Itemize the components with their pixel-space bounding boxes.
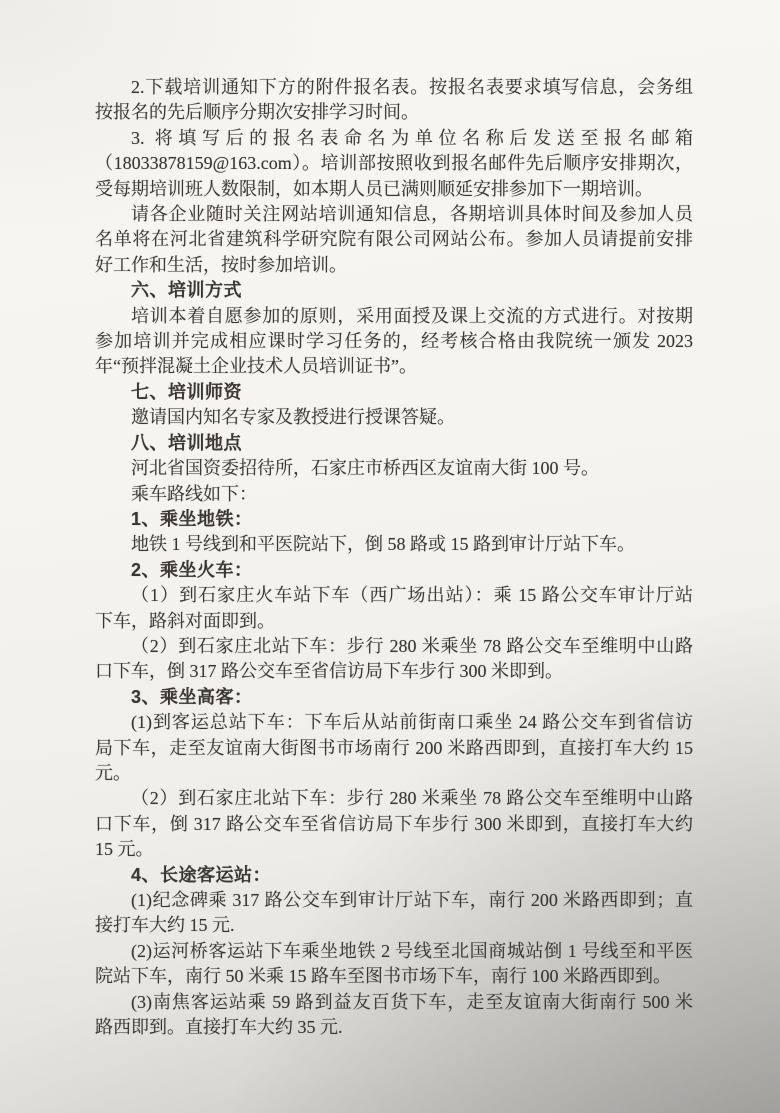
- doc-heading: [95, 507, 693, 532]
- doc-paragraph: [95, 888, 693, 939]
- doc-line: 院站下车，南行 50 米乘 15 路车至图书市场下车，南行 100 米路西即到。: [95, 966, 671, 987]
- doc-paragraph: [95, 456, 693, 481]
- doc-line: 地铁 1 号线到和平医院站下，倒 58 路或 15 路到审计厅站下车。: [131, 534, 635, 555]
- doc-heading: [95, 431, 693, 456]
- doc-line: 七、培训师资: [131, 381, 242, 402]
- doc-line: 1、乘坐地铁：: [131, 508, 253, 529]
- doc-line: (3)南焦客运站乘 59 路到益友百货下车，走至友谊南大街南行 500 米: [131, 991, 693, 1012]
- doc-line: 3、乘坐高客：: [131, 686, 253, 707]
- doc-heading: [95, 278, 693, 303]
- doc-line: 口下车，倒 317 路公交车至省信访局下车步行 300 米即到。: [95, 661, 563, 682]
- doc-line: 口下车，倒 317 路公交车至省信访局下车步行 300 米即到，直接打车大约: [95, 813, 693, 834]
- doc-heading: [95, 863, 693, 888]
- doc-line: 接打车大约 15 元.: [95, 915, 235, 936]
- doc-line: (1)纪念碑乘 317 路公交车到审计厅站下车，南行 200 米路西即到；直: [131, 890, 693, 910]
- doc-paragraph: [95, 532, 693, 557]
- doc-line: 好工作和生活，按时参加培训。: [95, 254, 347, 275]
- doc-paragraph: [95, 583, 693, 634]
- doc-line: 八、培训地点: [131, 432, 242, 453]
- doc-line: （18033878159@163.com）。培训部按照收到报名邮件先后顺序安排期次，: [95, 153, 693, 174]
- doc-line: 4、长途客运站：: [131, 864, 272, 885]
- doc-line: 请各企业随时关注网站培训通知信息，各期培训具体时间及参加人员: [131, 204, 693, 225]
- doc-line: 路西即到。直接打车大约 35 元.: [95, 1017, 343, 1038]
- doc-heading: [95, 558, 693, 583]
- doc-paragraph: [95, 990, 693, 1041]
- doc-line: 培训本着自愿参加的原则，采用面授及课上交流的方式进行。对按期: [131, 305, 693, 326]
- doc-line: 2、乘坐火车：: [131, 559, 253, 580]
- doc-line: 15 元。: [95, 839, 154, 860]
- doc-line: 参加培训并完成相应课时学习任务的，经考核合格由我院统一颁发 2023: [95, 331, 693, 352]
- doc-line: 受每期培训班人数限制，如本期人员已满则顺延安排参加下一期培训。: [95, 178, 653, 199]
- doc-line: (1)到客运总站下车：下车后从站前街南口乘坐 24 路公交车到省信访: [131, 712, 693, 733]
- doc-paragraph: [95, 634, 693, 685]
- doc-heading: [95, 685, 693, 710]
- doc-line: 邀请国内知名专家及教授进行授课答疑。: [131, 407, 455, 428]
- doc-paragraph: [95, 482, 693, 507]
- doc-paragraph: [95, 75, 693, 126]
- doc-line: 元。: [95, 762, 131, 783]
- document-body: [95, 75, 693, 1040]
- doc-paragraph: [95, 202, 693, 278]
- doc-line: 局下车，走至友谊南大街图书市场南行 200 米路西即到，直接打车大约 15: [95, 737, 693, 758]
- doc-line: (2)运河桥客运站下车乘坐地铁 2 号线至北国商城站倒 1 号线至和平医: [131, 940, 693, 961]
- doc-heading: [95, 380, 693, 405]
- doc-line: 乘车路线如下：: [131, 483, 257, 504]
- doc-paragraph: [95, 405, 693, 430]
- doc-line: 3. 将填写后的报名表命名为单位名称后发送至报名邮箱: [131, 127, 693, 148]
- doc-line: 河北省国资委招待所，石家庄市桥西区友谊南大街 100 号。: [131, 458, 599, 479]
- doc-line: 六、培训方式: [131, 280, 242, 301]
- doc-line: 2.下载培训通知下方的附件报名表。按报名表要求填写信息，会务组: [131, 77, 693, 97]
- doc-line: （2）到石家庄北站下车：步行 280 米乘坐 78 路公交车至维明中山路: [131, 635, 693, 656]
- doc-paragraph: [95, 939, 693, 990]
- doc-paragraph: [95, 304, 693, 380]
- doc-line: 年“预拌混凝土企业技术人员培训证书”。: [95, 356, 417, 377]
- doc-paragraph: [95, 126, 693, 202]
- doc-paragraph: [95, 786, 693, 862]
- doc-line: 名单将在河北省建筑科学研究院有限公司网站公布。参加人员请提前安排: [95, 229, 693, 250]
- doc-line: 下车，路斜对面即到。: [95, 610, 275, 631]
- doc-line: （2）到石家庄北站下车：步行 280 米乘坐 78 路公交车至维明中山路: [131, 788, 693, 809]
- doc-paragraph: [95, 710, 693, 786]
- doc-line: 按报名的先后顺序分期次安排学习时间。: [95, 102, 419, 123]
- doc-line: （1）到石家庄火车站下车（西广场出站）：乘 15 路公交车审计厅站: [131, 585, 693, 606]
